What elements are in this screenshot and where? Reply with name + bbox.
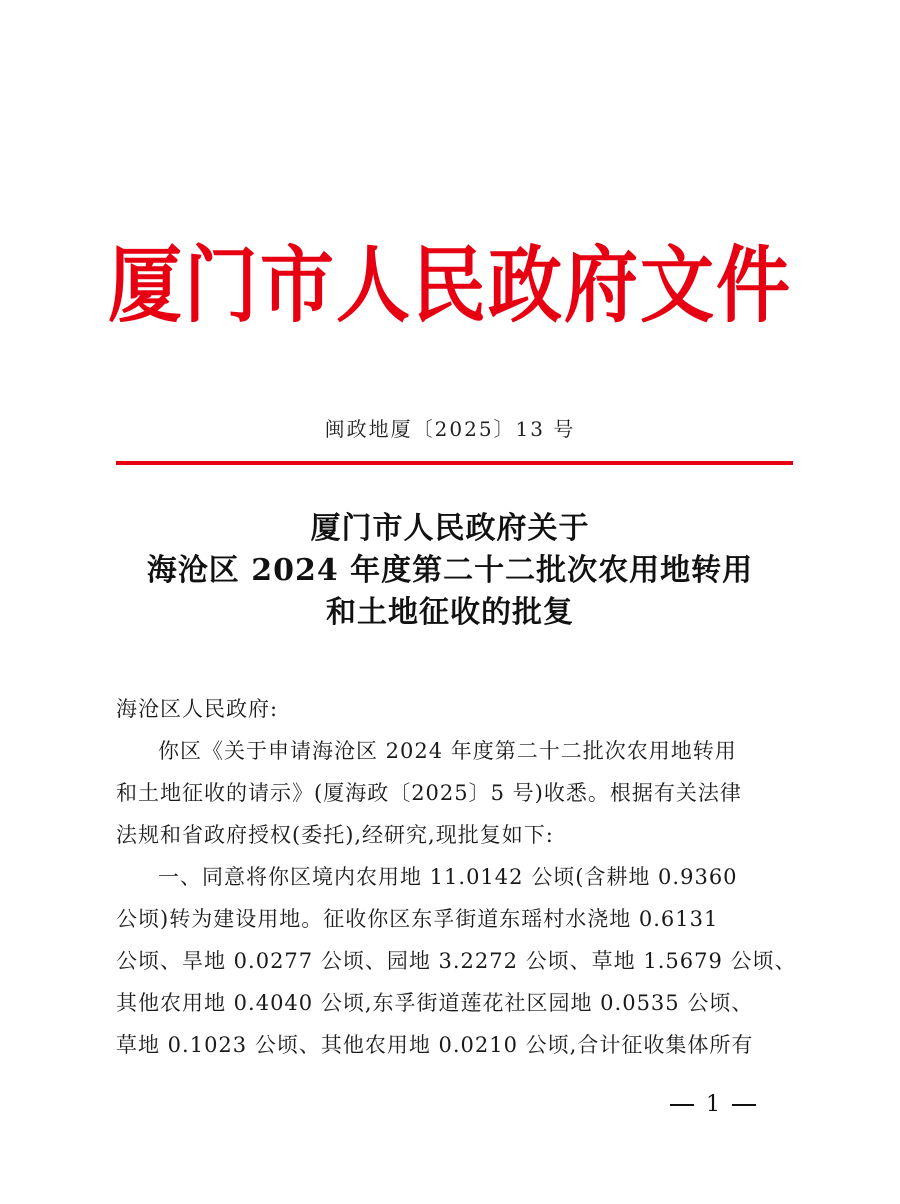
body-line-1: 你区《关于申请海沧区 2024 年度第二十二批次农用地转用 <box>158 739 737 763</box>
issuer-header: 厦门市人民政府文件 <box>108 237 792 335</box>
body-line-7: 其他农用地 0.4040 公顷,东孚街道莲花社区园地 0.0535 公顷、 <box>116 991 754 1015</box>
page-number-dash-left <box>670 1104 694 1106</box>
body-line-2: 和土地征收的请示》(厦海政〔2025〕5 号)收悉。根据有关法律 <box>116 781 742 805</box>
title-line-3: 和土地征收的批复 <box>326 595 574 630</box>
body-line-4: 一、同意将你区境内农用地 11.0142 公顷(含耕地 0.9360 <box>158 865 738 889</box>
red-separator-rule <box>116 461 793 465</box>
body-line-6: 公顷、旱地 0.0277 公顷、园地 3.2272 公顷、草地 1.5679 公顷、 <box>116 949 797 973</box>
addressee: 海沧区人民政府: <box>116 697 279 721</box>
document-body <box>116 688 796 1066</box>
page-number-value: 1 <box>706 1092 720 1117</box>
page-number-dash-right <box>732 1104 756 1106</box>
body-line-3: 法规和省政府授权(委托),经研究,现批复如下: <box>116 823 554 847</box>
page-number <box>670 1090 756 1120</box>
document-title <box>100 508 800 634</box>
body-line-5: 公顷)转为建设用地。征收你区东孚街道东瑶村水浇地 0.6131 <box>116 907 719 931</box>
body-line-8: 草地 0.1023 公顷、其他农用地 0.0210 公顷,合计征收集体所有 <box>116 1033 754 1057</box>
title-line-2: 海沧区 2024 年度第二十二批次农用地转用 <box>146 553 754 588</box>
document-number: 闽政地厦〔2025〕13 号 <box>324 417 576 441</box>
title-line-1: 厦门市人民政府关于 <box>310 511 590 546</box>
